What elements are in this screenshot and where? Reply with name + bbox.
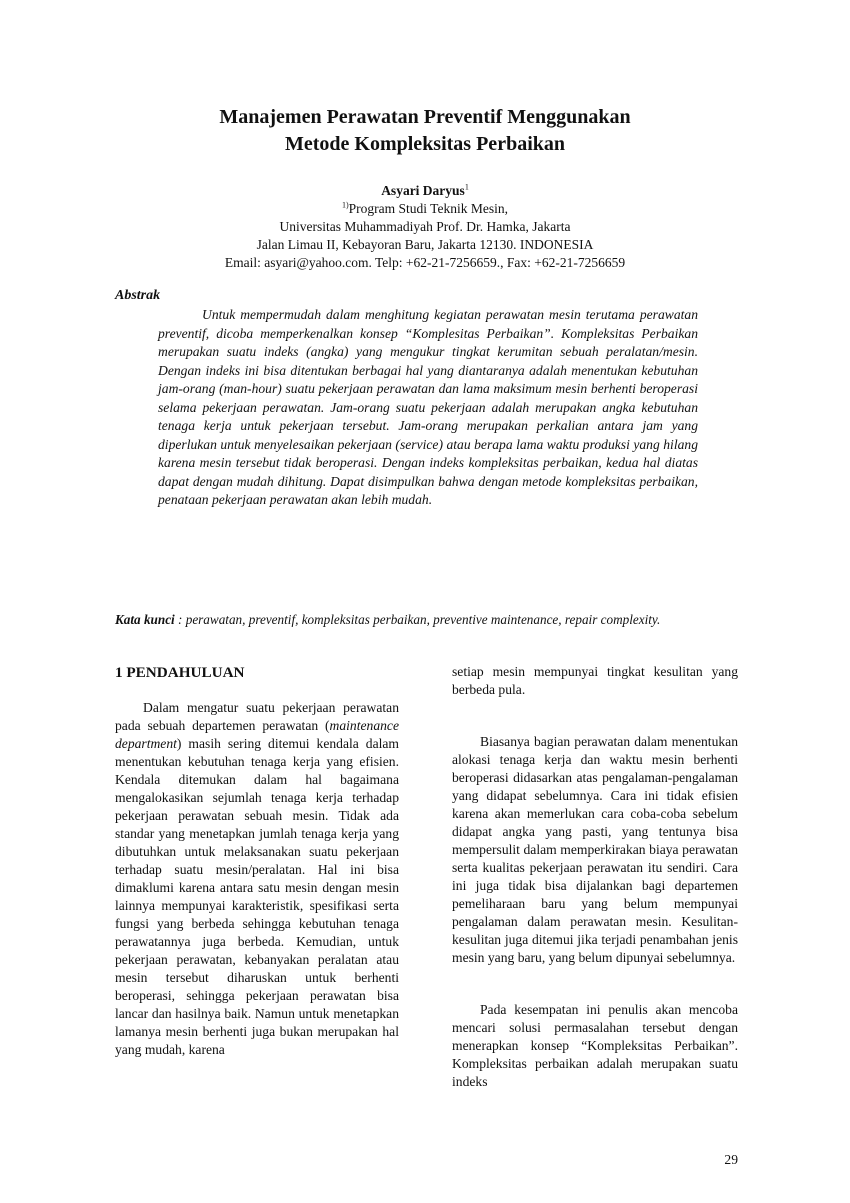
author-block — [0, 182, 850, 272]
title-line-1: Manajemen Perawatan Preventif Menggunakan — [219, 106, 631, 128]
section-heading: 1 PENDAHULUAN — [115, 664, 245, 681]
title-line-2: Metode Kompleksitas Perbaikan — [285, 133, 565, 155]
author-contact: Email: asyari@yahoo.com. Telp: +62-21-7256659., Fax: +62-21-7256659 — [224, 255, 626, 270]
paragraph-3: Pada kesempatan ini penulis akan mencoba mencari solusi permasalahan tersebut dengan menerapkan konsep “Kompleksitas Perbaikan”. Kompleksitas perbaikan adalah merupakan suatu indeks — [452, 1002, 738, 1089]
keywords-label: Kata kunci — [115, 612, 175, 627]
affiliation-sup: 1) — [342, 200, 349, 210]
author-name: Asyari Daryus — [381, 183, 465, 198]
paragraph-2: Biasanya bagian perawatan dalam menentukan alokasi tenaga kerja dan waktu mesin berhenti beroperasi didasarkan atas pengalaman-pengalaman yang didapat sebelumnya. Cara ini tidak efisien karena akan memerlukan cara coba-coba sebelum didapat angka yang pasti, yang tentunya bisa mempersulit dalam memperkirakan biaya perawatan serta kualitas pekerjaan perawatan itu sendiri. Cara ini juga tidak bisa dijalankan bagi departemen pemeliharaan baru yang belum mempunyai pengalaman dalam perawatan mesin. Kesulitan-kesulitan juga ditemui jika terjadi penambahan jenis mesin yang baru, yang belum dipunyai sebelumnya. — [452, 734, 738, 965]
column-left — [115, 663, 399, 1059]
affiliation-line-2: Universitas Muhammadiyah Prof. Dr. Hamka, Jakarta — [279, 219, 571, 234]
paragraph-1-continued: setiap mesin mempunyai tingkat kesulitan yang berbeda pula. — [452, 664, 738, 697]
affiliation-line-3: Jalan Limau II, Kebayoran Baru, Jakarta 12130. INDONESIA — [256, 237, 594, 252]
keywords — [115, 611, 735, 629]
column-right — [452, 663, 738, 1091]
abstract-body: Untuk mempermudah dalam menghitung kegiatan perawatan mesin terutama perawatan preventif, dicoba memperkenalkan konsep “Komplesitas Perbaikan”. Kompleksitas Perbaikan merupakan suatu indeks (angka) yang mengukur tingkat kerumitan sebuah peralatan/mesin. Dengan indeks ini bisa ditentukan berbagai hal yang diantaranya adalah menentukan kebutuhan jam-orang (man-hour) suatu pekerjaan perawatan dan lama maksimum mesin berhenti beroperasi selama pekerjaan perawatan. Jam-orang suatu pekerjaan adalah merupakan angka kebutuhan tenaga kerja untuk pekerjaan tersebut. Jam-orang merupakan perkalian antara jam yang diperlukan untuk menyelesaikan pekerjaan (service) atau berapa lama waktu produksi yang hilang karena mesin tersebut tidak beroperasi. Dengan indeks kompleksitas perbaikan, kedua hal diatas dapat dengan mudah dihitung. Dapat disimpulkan bahwa dengan metode kompleksitas perbaikan, penataan pekerjaan perawatan akan lebih mudah. — [158, 307, 698, 507]
paragraph-1-text-a: Dalam mengatur suatu pekerjaan perawatan pada sebuah departemen perawatan ( — [115, 700, 399, 733]
paper-title — [0, 104, 850, 158]
affiliation-line-1 — [0, 200, 850, 218]
author-name-line — [0, 182, 850, 200]
author-sup: 1 — [464, 182, 469, 192]
paragraph-1 — [115, 699, 399, 1059]
page-number: 29 — [724, 1152, 738, 1167]
paragraph-1-text-b: ) masih sering ditemui kendala dalam menentukan kebutuhan tenaga kerja yang efisien. Kendala ditemukan dalam hal bagaimana mengalokasikan sejumlah tenaga kerja terhadap pekerjaan perawatan sebuah mesin. Tidak ada standar yang menetapkan jumlah tenaga kerja yang dibutuhkan untuk melaksanakan suatu pekerjaan terhadap suatu mesin/peralatan. Hal ini bisa dimaklumi karena antara satu mesin dengan mesin lainnya mempunyai karakteristik, spesifikasi serta fungsi yang berbeda sehingga kebutuhan tenaga perawatannya juga berbeda. Kemudian, untuk pekerjaan perawatan, kebanyakan peralatan atau mesin tersebut diharuskan untuk berhenti beroperasi, sehingga pekerjaan perawatan bisa lancar dan hasilnya baik. Namun untuk menetapkan lamanya mesin berhenti juga bukan merupakan hal yang mudah, karena — [115, 736, 399, 1057]
abstract-heading: Abstrak — [115, 288, 161, 303]
affiliation-program: Program Studi Teknik Mesin, — [348, 201, 508, 216]
paragraph-1-emphasis: maintenance department — [115, 718, 399, 751]
keywords-text: : perawatan, preventif, kompleksitas perbaikan, preventive maintenance, repair complexity. — [174, 612, 661, 627]
